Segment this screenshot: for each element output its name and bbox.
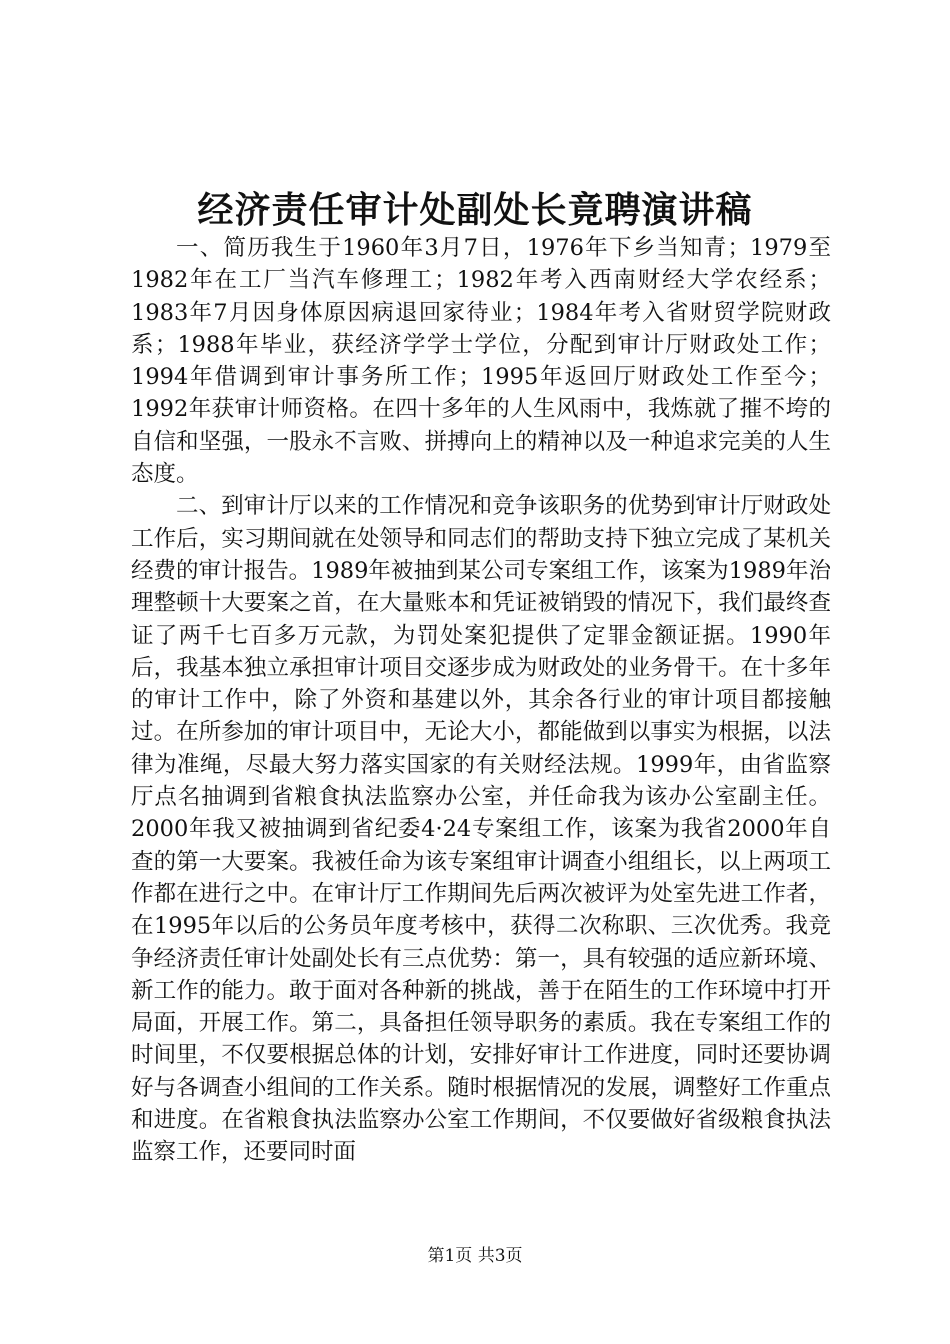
- document-body: [131, 232, 831, 1169]
- paragraph-work-history: 二、到审计厅以来的工作情况和竞争该职务的优势到审计厅财政处工作后，实习期间就在处领导和同志们的帮助支持下独立完成了某机关经费的审计报告。1989年被抽到某公司专案组工作，该案为1989年治理整顿十大要案之首，在大量账本和凭证被销毁的情况下，我们最终查证了两千七百多万元款，为罚处案犯提供了定罪金额证据。1990年后，我基本独立承担审计项目交逐步成为财政处的业务骨干。在十多年的审计工作中，除了外资和基建以外，其余各行业的审计项目都接触过。在所参加的审计项目中，无论大小，都能做到以事实为根据，以法律为准绳，尽最大努力落实国家的有关财经法规。1999年，由省监察厅点名抽调到省粮食执法监察办公室，并任命我为该办公室副主任。2000年我又被抽调到省纪委4·24专案组工作，该案为我省2000年自查的第一大要案。我被任命为该专案组审计调查小组组长，以上两项工作都在进行之中。在审计厅工作期间先后两次被评为处室先进工作者，在1995年以后的公务员年度考核中，获得二次称职、三次优秀。我竞争经济责任审计处副处长有三点优势：第一，具有较强的适应新环境、新工作的能力。敢于面对各种新的挑战，善于在陌生的工作环境中打开局面，开展工作。第二，具备担任领导职务的素质。我在专案组工作的时间里，不仅要根据总体的计划，安排好审计工作进度，同时还要协调好与各调查小组间的工作关系。随时根据情况的发展，调整好工作重点和进度。在省粮食执法监察办公室工作期间，不仅要做好省级粮食执法监察工作，还要同时面: [131, 493, 831, 1166]
- document-title: 经济责任审计处副处长竟聘演讲稿: [197, 189, 753, 231]
- page-number: 第1页 共3页: [427, 1246, 523, 1266]
- paragraph-resume: 一、简历我生于1960年3月7日，1976年下乡当知青；1979至1982年在工厂当汽车修理工；1982年考入西南财经大学农经系；1983年7月因身体原因病退回家待业；1984年考入省财贸学院财政系；1988年毕业，获经济学学士学位，分配到审计厅财政处工作；1994年借调到审计事务所工作；1995年返回厅财政处工作至今；1992年获审计师资格。在四十多年的人生风雨中，我炼就了摧不垮的自信和坚强，一股永不言败、拼搏向上的精神以及一种追求完美的人生态度。: [131, 235, 831, 488]
